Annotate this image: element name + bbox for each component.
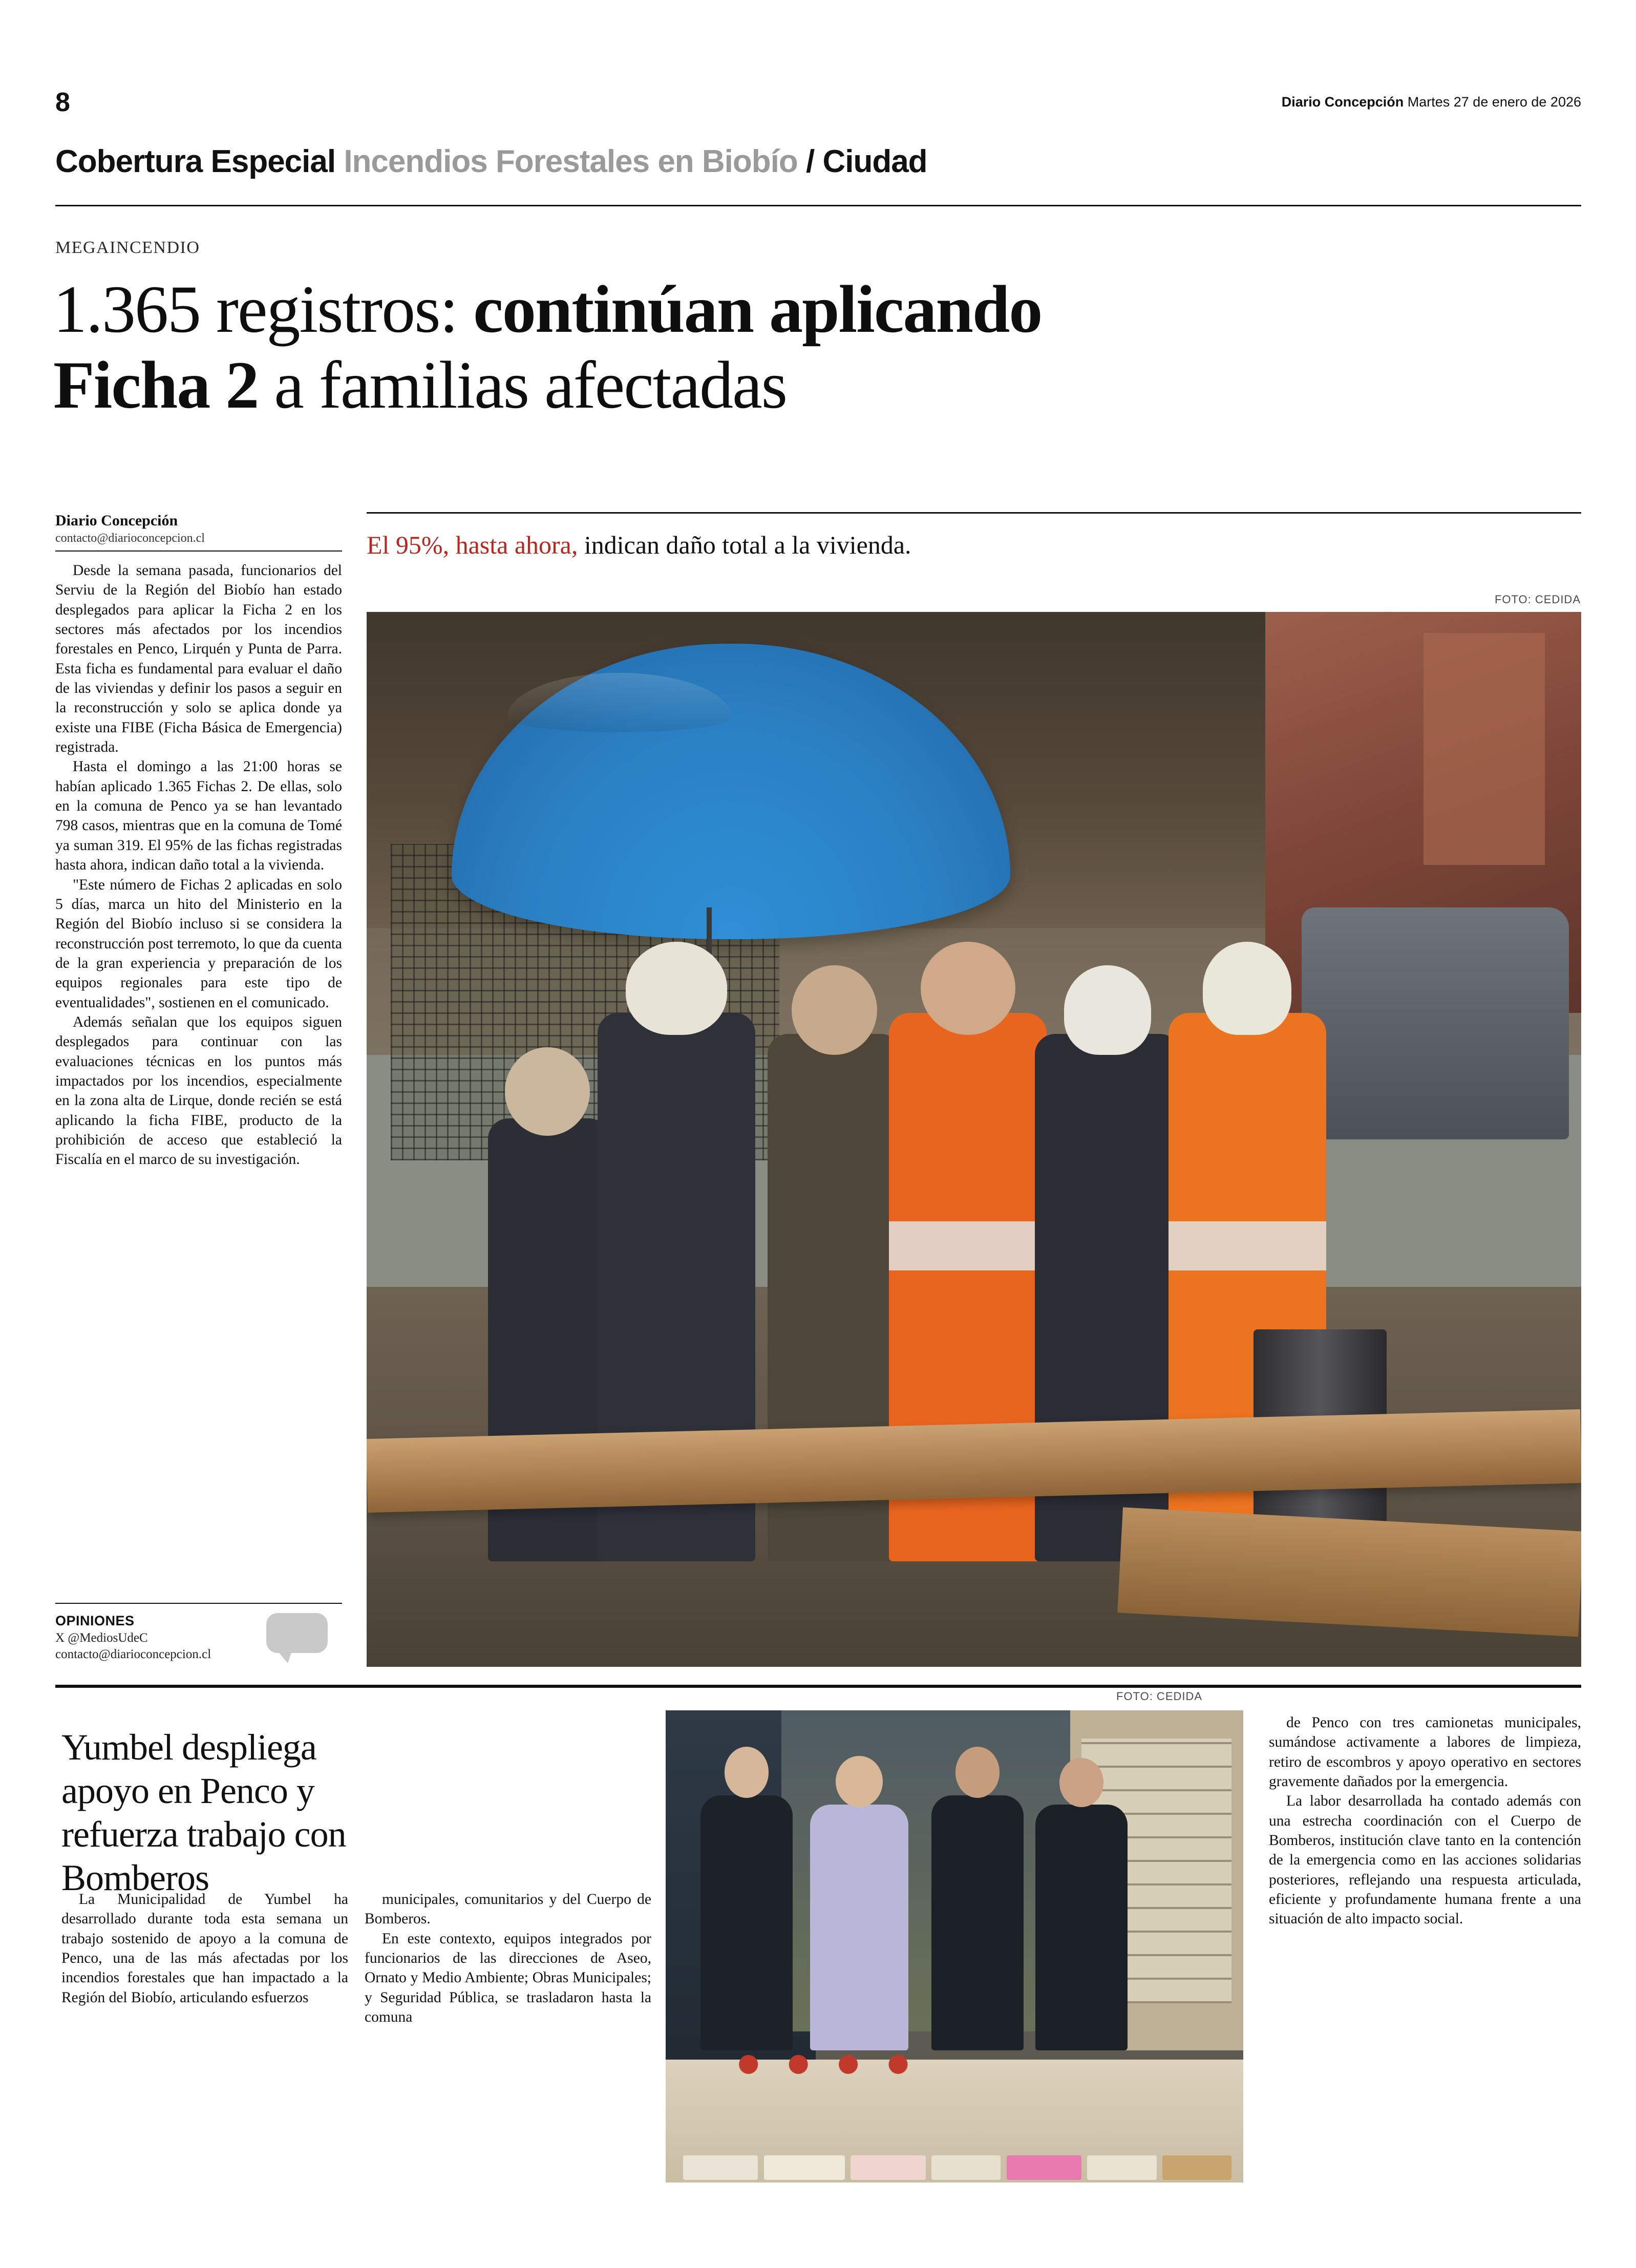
paragraph: municipales, comunitarios y del Cuerpo de Bomberos. xyxy=(365,1891,651,1927)
photo-person xyxy=(931,1795,1024,2050)
photo-person-head xyxy=(955,1747,1000,1798)
paper-name: Diario Concepción xyxy=(1281,94,1404,110)
byline-email: contacto@diarioconcepcion.cl xyxy=(55,532,205,545)
photo-box xyxy=(1162,2155,1231,2180)
story-kicker: MEGAINCENDIO xyxy=(55,238,200,257)
photo-box xyxy=(1087,2155,1156,2180)
section-part-1: Cobertura Especial xyxy=(55,144,336,179)
section-part-2: Incendios Forestales en Biobío xyxy=(344,144,798,179)
main-story-column-1 xyxy=(55,561,342,1170)
page-number: 8 xyxy=(55,88,70,117)
paragraph: de Penco con tres camionetas municipales, sumándose activamente a labores de limpieza, retiro de escombros y apoyo operativo en sectores gravemente dañados por la emergencia. xyxy=(1269,1714,1581,1790)
paragraph: Desde la semana pasada, funcionarios del Serviu de la Región del Biobío han estado desplegados para aplicar la Ficha 2 en los sectores más afectados por los incendios forestales en Penco, Lirquén y Punta de Parra. Esta ficha es fundamental para evaluar el daño de las viviendas y definir los pasos a seguir en la reconstrucción y solo se aplica donde ya existe una FIBE (Ficha Básica de Emergencia) registrada. xyxy=(55,562,342,756)
byline-divider xyxy=(55,550,342,552)
photo-person-head xyxy=(1203,942,1291,1035)
bottom-story-column-2 xyxy=(365,1890,651,2027)
headline-part-3: Ficha 2 xyxy=(53,347,259,422)
opiniones-divider xyxy=(55,1603,342,1604)
opiniones-title: OPINIONES xyxy=(55,1613,135,1628)
paragraph: La Municipalidad de Yumbel ha desarrollado durante toda esta semana un trabajo sostenido de apoyo a la comuna de Penco, una de las más afectadas por los incendios forestales que han impactado a la Región del Biobío, articulando esfuerzos xyxy=(61,1891,348,2006)
standfirst xyxy=(367,530,1581,560)
photo-box xyxy=(1007,2155,1082,2180)
headline-part-1: 1.365 registros: xyxy=(53,271,458,347)
headline-part-2: continúan aplicando xyxy=(473,271,1042,347)
paragraph: "Este número de Fichas 2 aplicadas en solo 5 días, marca un hito del Ministerio en la Región del Biobío incluso si se considera la reconstrucción post terremoto, lo que da cuenta de la gran experiencia y preparación de los equipos regionales para este tipo de eventualidades", sostienen en el comunicado. xyxy=(55,876,342,1011)
header-divider xyxy=(55,205,1581,206)
section-divider xyxy=(55,1685,1581,1688)
standfirst-rest: indican daño total a la vivienda. xyxy=(584,531,911,559)
bottom-story-column-3 xyxy=(1269,1713,1581,1929)
photo-person-head xyxy=(921,942,1015,1035)
photo-brick-wall-detail xyxy=(1423,633,1545,865)
byline xyxy=(55,512,342,545)
photo-person-head xyxy=(1059,1758,1104,1807)
masthead-right xyxy=(1282,94,1581,110)
section-bar xyxy=(55,143,1581,180)
photo-person-head xyxy=(505,1047,590,1136)
photo-person-head xyxy=(626,942,727,1035)
photo-person xyxy=(700,1795,793,2050)
headline-part-4: a familias afectadas xyxy=(274,347,787,422)
section-part-3: Ciudad xyxy=(822,144,927,179)
photo-person-head xyxy=(1064,965,1152,1055)
photo-person xyxy=(810,1805,908,2050)
paragraph: En este contexto, equipos integrados por funcionarios de las direcciones de Aseo, Ornato y Medio Ambiente; Obras Municipales; y Seguridad Pública, se trasladaron hasta la comuna xyxy=(365,1930,651,2026)
photo-box xyxy=(851,2155,926,2180)
main-photo xyxy=(367,612,1581,1667)
main-photo-credit: FOTO: CEDIDA xyxy=(1494,593,1581,606)
photo-car xyxy=(1302,907,1569,1139)
standfirst-divider xyxy=(367,512,1581,514)
publication-date: Martes 27 de enero de 2026 xyxy=(1407,94,1581,110)
paragraph: La labor desarrollada ha contado además con una estrecha coordinación con el Cuerpo de Bomberos, institución clave tanto en la contención de la emergencia como en las acciones solidarias posteriores, reflejando una respuesta articulada, eficiente y profundamente humana frente a una situación de alto impacto social. xyxy=(1269,1793,1581,1927)
photo-box xyxy=(683,2155,758,2180)
bottom-photo xyxy=(666,1710,1243,2182)
photo-box xyxy=(931,2155,1001,2180)
photo-person-head xyxy=(836,1756,883,1808)
opiniones-email: contacto@diarioconcepcion.cl xyxy=(55,1647,211,1661)
photo-vest-stripe xyxy=(889,1221,1047,1270)
photo-person xyxy=(1035,1805,1128,2050)
speech-bubble-icon xyxy=(266,1613,328,1653)
masthead xyxy=(55,87,1581,118)
bottom-photo-credit: FOTO: CEDIDA xyxy=(1116,1690,1203,1703)
byline-name: Diario Concepción xyxy=(55,512,178,529)
paragraph: Hasta el domingo a las 21:00 horas se habían aplicado 1.365 Fichas 2. De ellas, solo en la comuna de Penco ya se han levantado 798 casos, mientras que en la comuna de Tomé ya suman 319. El 95% de las fichas registradas hasta ahora, indican daño total a la vivienda. xyxy=(55,758,342,874)
standfirst-highlight: El 95%, hasta ahora, xyxy=(367,531,578,559)
bottom-story-headline: Yumbel despliega apoyo en Penco y refuerza trabajo con Bomberos xyxy=(61,1727,346,1898)
photo-vest-stripe xyxy=(1168,1221,1326,1270)
photo-box xyxy=(764,2155,845,2180)
photo-apples xyxy=(724,2050,931,2079)
paragraph: Además señalan que los equipos siguen desplegados para continuar con las evaluaciones técnicas en los puntos más impactados por los incendios, especialmente en la zona alta de Lirque, donde recién se está aplicando la ficha FIBE, producto de la prohibición de acceso que estableció la Fiscalía en el marco de su investigación. xyxy=(55,1013,342,1168)
page-title xyxy=(53,271,1584,423)
section-separator: / xyxy=(805,144,815,179)
bottom-story-column-1 xyxy=(61,1890,348,2007)
photo-person-head xyxy=(725,1747,769,1798)
opiniones-social: X @MediosUdeC xyxy=(55,1631,148,1645)
photo-person-head xyxy=(792,965,877,1055)
